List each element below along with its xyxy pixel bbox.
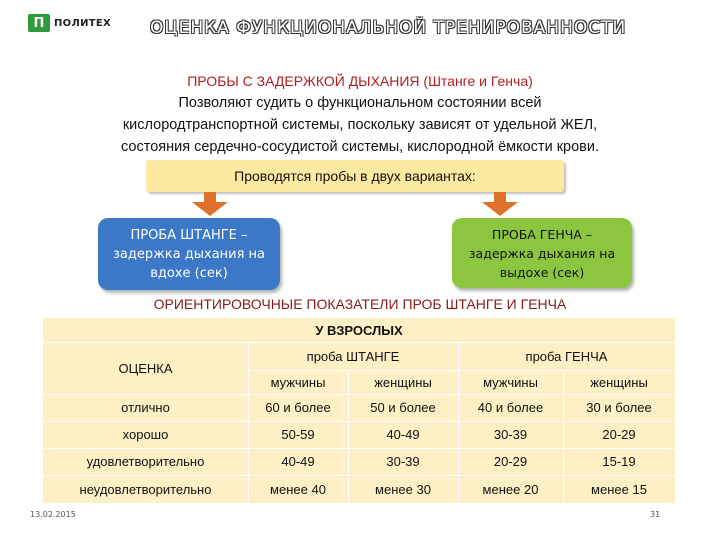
table-title: ОРИЕНТИРОВОЧНЫЕ ПОКАЗАТЕЛИ ПРОБ ШТАНГЕ И ГЕНЧА xyxy=(153,296,567,312)
table-divider xyxy=(248,342,249,503)
gencha-test-label: ПРОБА ГЕНЧА – задержка дыхания на выдохе (сек) xyxy=(468,226,616,280)
table-cell: 40-49 xyxy=(281,454,315,469)
subheader-men-shtange: мужчины xyxy=(270,374,326,390)
intro-line-3: состояния сердечно-сосудистой системы, кислородной ёмкости крови. xyxy=(121,139,599,155)
footer-date: 13.02.2015 xyxy=(30,510,76,519)
table-cell: 40-49 xyxy=(386,427,420,442)
table-cell: 50-59 xyxy=(281,427,315,442)
intro-line-1: Позволяют судить о функциональном состоянии всей xyxy=(178,95,542,111)
row-label-good: хорошо xyxy=(122,427,169,442)
table-cell: 20-29 xyxy=(493,454,528,469)
intro-text xyxy=(60,70,660,158)
row-label-unsatisfactory: неудовлетворительно xyxy=(79,481,212,497)
subheader-women-shtange: женщины xyxy=(374,374,432,390)
table-cell: 30-39 xyxy=(386,454,420,469)
intro-line-2: кислородтранспортной системы, поскольку зависят от удельной ЖЕЛ, xyxy=(122,117,598,133)
logo-text: ПОЛИТЕХ xyxy=(54,17,112,29)
slide-title: ОЦЕНКА ФУНКЦИОНАЛЬНОЙ ТРЕНИРОВАННОСТИ xyxy=(150,18,627,38)
logo-mark: П xyxy=(28,14,50,32)
table-cell: менее 20 xyxy=(482,481,539,497)
table-cell: 15-19 xyxy=(602,454,636,469)
table-divider xyxy=(43,475,675,476)
subheader-women-gencha: женщины xyxy=(590,374,648,390)
shtange-test-box xyxy=(98,218,280,290)
table-cell: 20-29 xyxy=(602,427,636,442)
header-gencha: проба ГЕНЧА xyxy=(525,348,608,364)
subheader-men-gencha: мужчины xyxy=(483,374,538,390)
table-cell: 60 и более xyxy=(265,400,331,415)
table-cell: 30 и более xyxy=(586,400,652,415)
intro-heading: ПРОБЫ С ЗАДЕРЖКОЙ ДЫХАНИЯ (Штанге и Генча) xyxy=(187,73,533,89)
variants-text: Проводятся пробы в двух вариантах: xyxy=(234,168,476,184)
norms-table xyxy=(43,318,675,503)
table-divider xyxy=(43,394,675,395)
table-cell: менее 15 xyxy=(591,481,647,497)
table-cell: менее 40 xyxy=(270,481,326,497)
shtange-test-label: ПРОБА ШТАНГЕ – задержка дыхания на вдохе (сек) xyxy=(112,227,266,281)
variants-bar xyxy=(146,160,564,192)
row-label-excellent: отлично xyxy=(121,400,170,415)
table-divider xyxy=(43,342,675,343)
header-shtange: проба ШТАНГЕ xyxy=(306,348,400,364)
table-cell: 50 и более xyxy=(370,400,436,415)
table-divider xyxy=(348,370,349,503)
table-divider xyxy=(458,342,459,503)
table-cell: менее 30 xyxy=(375,481,431,497)
page-number: 31 xyxy=(650,510,661,519)
table-divider xyxy=(563,370,564,503)
table-divider xyxy=(248,370,675,371)
table-divider xyxy=(43,421,675,422)
row-label-satisfactory: удовлетворительно xyxy=(86,454,205,469)
table-cell: 30-39 xyxy=(493,427,528,442)
table-cell: 40 и более xyxy=(477,400,544,415)
gencha-test-box xyxy=(452,218,632,288)
table-divider xyxy=(43,448,675,449)
header-assessment: ОЦЕНКА xyxy=(118,360,173,376)
logo xyxy=(28,14,111,32)
table-subtitle: У ВЗРОСЛЫХ xyxy=(315,322,403,338)
